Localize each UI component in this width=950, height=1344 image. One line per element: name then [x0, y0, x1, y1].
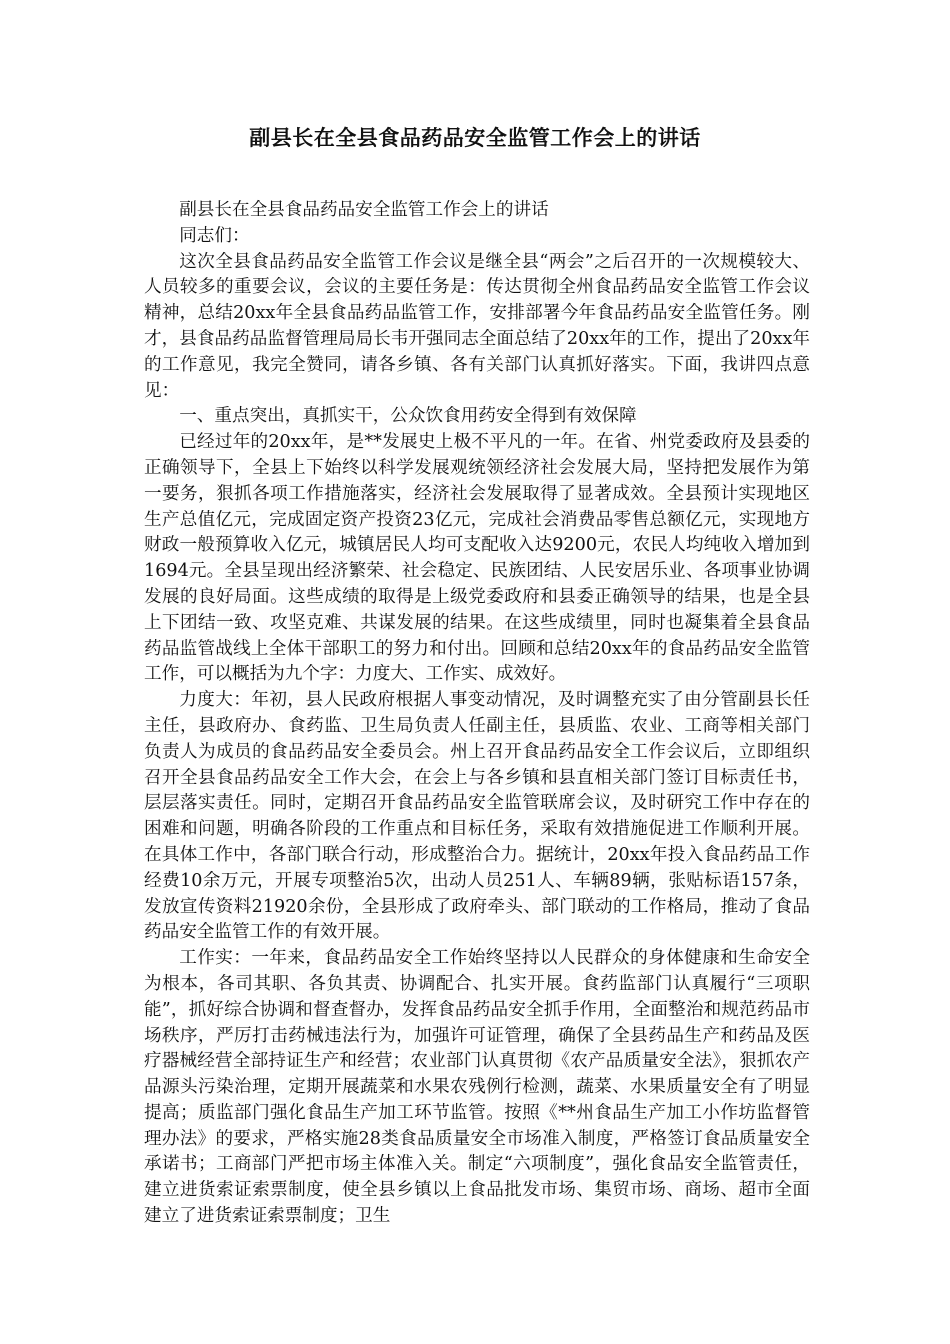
document-title: 副县长在全县食品药品安全监管工作会上的讲话 — [249, 126, 701, 150]
paragraph-practical-work: 工作实：一年来，食品药品安全工作始终坚持以人民群众的身体健康和生命安全为根本，各司其职、各负其责、协调配合、扎实开展。食药监部门认真履行“三项职能”，抓好综合协调和督查督办，发挥食品药品安全抓手作用，全面整治和规范药品市场秩序，严厉打击药械违法行为，加强许可证管理，确保了全县药品生产和药品及医疗器械经营全部持证生产和经营；农业部门认真贯彻《农产品质量安全法》，狠抓农产品源头污染治理，定期开展蔬菜和水果农残例行检测，蔬菜、水果质量安全有了明显提高；质监部门强化食品生产加工环节监管。按照《**州食品生产加工小作坊监督管理办法》的要求，严格实施28类食品质量安全市场准入制度，严格签订食品质量安全承诺书；工商部门严把市场主体准入关。制定“六项制度”，强化食品安全监管责任，建立进货索证索票制度，使全县乡镇以上食品批发市场、集贸市场、商场、超市全面建立了进货索证索票制度；卫生 — [144, 948, 810, 1227]
paragraph-review: 已经过年的20xx年，是**发展史上极不平凡的一年。在省、州党委政府及县委的正确领导下，全县上下始终以科学发展观统领经济社会发展大局，坚持把发展作为第一要务，狠抓各项工作措施落实，经济社会发展取得了显著成效。全县预计实现地区生产总值亿元，完成固定资产投资23亿元，完成社会消费品零售总额亿元，实现地方财政一般预算收入亿元，城镇居民人均可支配收入达9200元，农民人均纯收入增加到1694元。全县呈现出经济繁荣、社会稳定、民族团结、人民安居乐业、各项事业协调发展的良好局面。这些成绩的取得是上级党委政府和县委正确领导的结果，也是全县上下团结一致、攻坚克难、共谋发展的结果。在这些成绩里，同时也凝集着全县食品药品监管战线上全体干部职工的努力和付出。回顾和总结20xx年的食品药品安全监管工作，可以概括为九个字：力度大、工作实、成效好。 — [144, 432, 810, 685]
paragraph-strength: 力度大：年初，县人民政府根据人事变动情况，及时调整充实了由分管副县长任主任，县政府办、食药监、卫生局负责人任副主任，县质监、农业、工商等相关部门负责人为成员的食品药品安全委员会。州上召开食品药品安全工作会议后，立即组织召开全县食品药品安全工作大会，在会上与各乡镇和县直相关部门签订目标责任书，层层落实责任。同时，定期召开食品药品安全监管联席会议，及时研究工作中存在的困难和问题，明确各阶段的工作重点和目标任务，采取有效措施促进工作顺利开展。在具体工作中，各部门联合行动，形成整治合力。据统计，20xx年投入食品药品工作经费10余万元，开展专项整治5次，出动人员251人、车辆89辆，张贴标语157条，发放宣传资料21920余份，全县形成了政府牵头、部门联动的工作格局，推动了食品药品安全监管工作的有效开展。 — [144, 690, 810, 943]
paragraph-intro: 这次全县食品药品安全监管工作会议是继全县“两会”之后召开的一次规模较大、人员较多的重要会议，会议的主要任务是：传达贯彻全州食品药品安全监管工作会议精神，总结20xx年全县食品药品监管工作，安排部署今年食品药品安全监管任务。刚才，县食品药品监督管理局局长韦开强同志全面总结了20xx年的工作，提出了20xx年的工作意见，我完全赞同，请各乡镇、各有关部门认真抓好落实。下面，我讲四点意见： — [144, 251, 810, 401]
document-body — [144, 198, 810, 1230]
salutation: 同志们： — [179, 225, 250, 246]
body-heading-line: 副县长在全县食品药品安全监管工作会上的讲话 — [179, 200, 549, 220]
section-heading-1: 一、重点突出，真抓实干，公众饮食用药安全得到有效保障 — [179, 406, 637, 427]
